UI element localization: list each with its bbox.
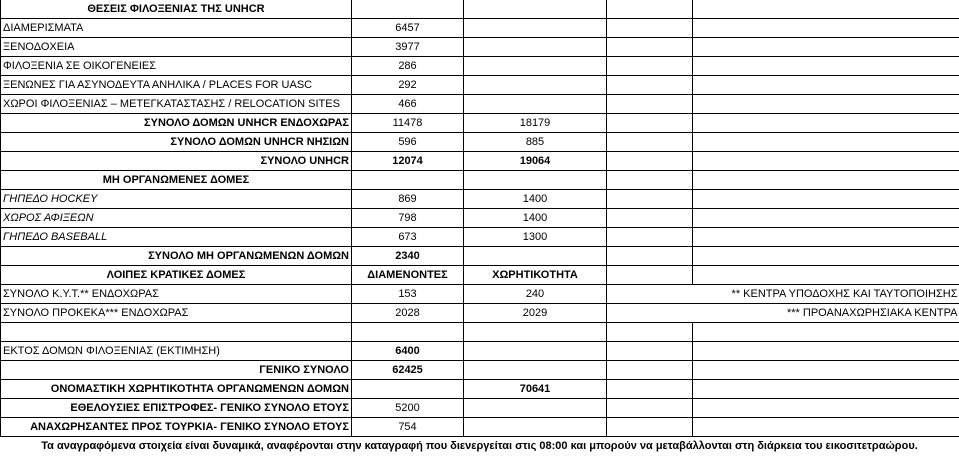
table-row: ΔΙΑΜΕΡΙΣΜΑΤΑ 6457 (1, 19, 959, 38)
capacity-total-value: 70641 (464, 380, 607, 399)
column-header-residents: ΔΙΑΜΕΝΟΝΤΕΣ (352, 266, 464, 285)
section-header-row (1, 171, 959, 190)
table-row: ΞΕΝΟΔΟΧΕΙΑ 3977 (1, 38, 959, 57)
grand-total-row (1, 361, 959, 380)
table-row: ΓΗΠΕΔΟ HOCKEY 869 1400 (1, 190, 959, 209)
table-row: ΣΥΝΟΛΟ ΠΡΟΚΕΚΑ*** ΕΝΔΟΧΩΡΑΣ 2028 2029 *** ΠΡΟΑΝΑΧΩΡΗΣΙΑΚΑ ΚΕΝΤΡΑ (1, 304, 959, 323)
table-row: ΦΙΛΟΞΕΝΙΑ ΣΕ ΟΙΚΟΓΕΝΕΙΕΣ 286 (1, 57, 959, 76)
table-row-total: ΣΥΝΟΛΟ UNHCR 12074 19064 (1, 152, 959, 171)
table-row: ΧΩΡΟΣ ΑΦΙΞΕΩΝ 798 1400 (1, 209, 959, 228)
table-header-row (1, 0, 959, 19)
grand-total-value: 62425 (352, 361, 464, 380)
grand-total-label: ΓΕΝΙΚΟ ΣΥΝΟΛΟ (1, 361, 352, 380)
table-row: ΧΩΡΟΙ ΦΙΛΟΞΕΝΙΑΣ – ΜΕΤΕΓΚΑΤΑΣΤΑΣΗΣ / RELOCATION SITES 466 (1, 95, 959, 114)
section-title-state: ΛΟΙΠΕΣ ΚΡΑΤΙΚΕΣ ΔΟΜΕΣ (1, 266, 352, 285)
spacer-row (1, 323, 959, 342)
table-row: ΕΚΤΟΣ ΔΟΜΩΝ ΦΙΛΟΞΕΝΙΑΣ (ΕΚΤΙΜΗΣΗ) 6400 (1, 342, 959, 361)
table-row-total: ΣΥΝΟΛΟ ΜΗ ΟΡΓΑΝΩΜΕΝΩΝ ΔΟΜΩΝ 2340 (1, 247, 959, 266)
table-row: ΑΝΑΧΩΡΗΣΑΝΤΕΣ ΠΡΟΣ ΤΟΥΡΚΙΑ- ΓΕΝΙΚΟ ΣΥΝΟΛΟ ΕΤΟΥΣ 754 (1, 418, 959, 437)
table-row-total: ΣΥΝΟΛΟ ΔΟΜΩΝ UNHCR ΕΝΔΟΧΩΡΑΣ 11478 18179 (1, 114, 959, 133)
table-row-total: ΣΥΝΟΛΟ ΔΟΜΩΝ UNHCR ΝΗΣΙΩΝ 596 885 (1, 133, 959, 152)
section-header-row (1, 266, 959, 285)
footnote-text: Τα αναγραφόμενα στοιχεία είναι δυναμικά, αναφέρονται στην καταγραφή που διενεργείται στις 08:00 και μπορούν να μεταβάλλονται στη διάρκεια του εικοσιτετραώρου. (41, 440, 918, 452)
footnote-prokeka: *** ΠΡΟΑΝΑΧΩΡΗΣΙΑΚΑ ΚΕΝΤΡΑ (693, 304, 959, 323)
table-row: ΣΥΝΟΛΟ Κ.Υ.Τ.** ΕΝΔΟΧΩΡΑΣ 153 240 ** ΚΕΝΤΡΑ ΥΠΟΔΟΧΗΣ ΚΑΙ ΤΑΥΤΟΠΟΙΗΣΗΣ (1, 285, 959, 304)
column-header-capacity: ΧΩΡΗΤΙΚΟΤΗΤΑ (464, 266, 607, 285)
table-row: ΞΕΝΩΝΕΣ ΓΙΑ ΑΣΥΝΟΔΕΥΤΑ ΑΝΗΛΙΚΑ / PLACES FOR UASC 292 (1, 76, 959, 95)
capacity-total-row: ΟΝΟΜΑΣΤΙΚΗ ΧΩΡΗΤΙΚΟΤΗΤΑ ΟΡΓΑΝΩΜΕΝΩΝ ΔΟΜΩΝ 70641 (1, 380, 959, 399)
section-title-unorganized: ΜΗ ΟΡΓΑΝΩΜΕΝΕΣ ΔΟΜΕΣ (1, 171, 352, 190)
table-row: ΕΘΕΛΟΥΣΙΕΣ ΕΠΙΣΤΡΟΦΕΣ- ΓΕΝΙΚΟ ΣΥΝΟΛΟ ΕΤΟΥΣ 5200 (1, 399, 959, 418)
table-row: ΓΗΠΕΔΟ BASEBALL 673 1300 (1, 228, 959, 247)
section-title-unhcr: ΘΕΣΕΙΣ ΦΙΛΟΞΕΝΙΑΣ ΤΗΣ UNHCR (1, 0, 352, 19)
footnote-kyt: ** ΚΕΝΤΡΑ ΥΠΟΔΟΧΗΣ ΚΑΙ ΤΑΥΤΟΠΟΙΗΣΗΣ (693, 285, 959, 304)
